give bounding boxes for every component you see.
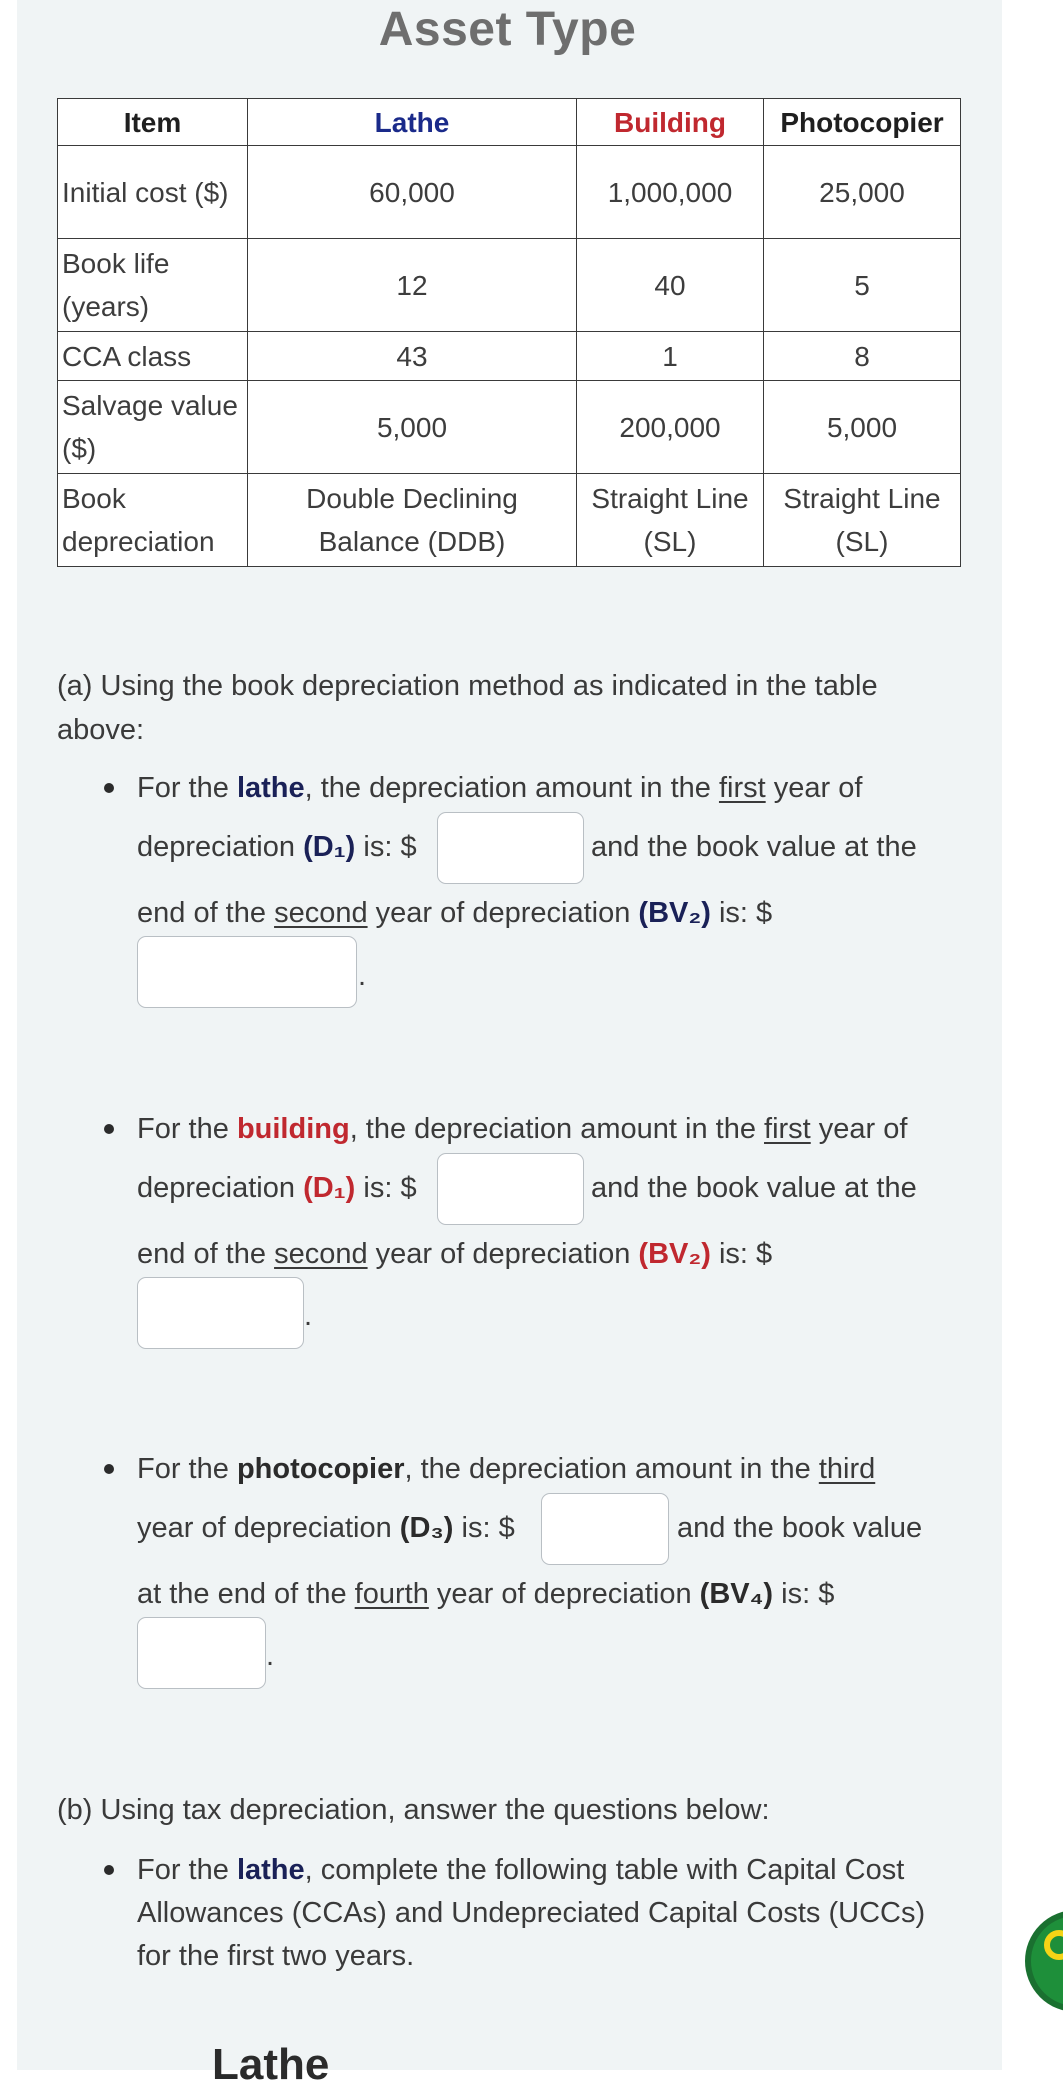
text: For the: [137, 1453, 237, 1485]
row-label: Book depreciation: [58, 474, 248, 567]
header-item: Item: [58, 99, 248, 146]
table-row: [58, 474, 961, 567]
photocopier-question-line-3: [137, 1574, 834, 1614]
cell-lathe: 60,000: [248, 146, 577, 239]
period: .: [304, 1300, 313, 1332]
building-question-line-2b: and the book value at the: [591, 1172, 917, 1204]
lathe-tax-line-3: for the first two years.: [137, 1940, 415, 1972]
row-label: Book life (years): [58, 239, 248, 332]
bullet-photocopier: [104, 1464, 114, 1474]
bullet-building: [104, 1124, 114, 1134]
text: , complete the following table with Capital Cost: [304, 1854, 905, 1886]
text: depreciation: [137, 831, 304, 863]
text: year of depreciation: [428, 1578, 700, 1610]
table-row: [58, 332, 961, 381]
text: is: $: [773, 1578, 835, 1610]
lathe-question-line-2a: [137, 827, 417, 867]
asset-name: lathe: [236, 1854, 305, 1886]
underlined-text: second: [274, 1238, 368, 1270]
d-label: (D₁): [303, 831, 356, 863]
bv-label: (BV₂): [638, 897, 711, 929]
underlined-text: fourth: [354, 1578, 429, 1610]
text: year of: [765, 772, 863, 804]
text: , the depreciation amount in the: [304, 772, 719, 804]
help-chat-button[interactable]: [1025, 1910, 1063, 2012]
table-header-row: [58, 99, 961, 146]
lathe-question-line-1: [137, 768, 862, 808]
part-a-intro: (a) Using the book depreciation method as indicated in the table above:: [57, 670, 878, 746]
text: is: $: [710, 897, 773, 929]
table-row: [58, 239, 961, 332]
photocopier-question-line-2b: and the book value: [677, 1512, 923, 1544]
cell-lathe: 12: [248, 239, 577, 332]
photocopier-d3-input[interactable]: [541, 1493, 669, 1565]
cell-building: 1,000,000: [577, 146, 764, 239]
text: is: $: [710, 1238, 773, 1270]
cell-photocopier: 8: [764, 332, 961, 381]
underlined-text: second: [274, 897, 368, 929]
text: , the depreciation amount in the: [349, 1113, 765, 1145]
text: is: $: [355, 1172, 417, 1204]
asset-name: building: [236, 1113, 350, 1145]
row-label: Initial cost ($): [58, 146, 248, 239]
cell-lathe: Double Declining Balance (DDB): [248, 474, 577, 567]
building-question-line-2a: [137, 1168, 417, 1208]
text: year of depreciation: [367, 1238, 639, 1270]
cell-building: 200,000: [577, 381, 764, 474]
building-bv2-input[interactable]: [137, 1277, 304, 1349]
period: .: [266, 1640, 275, 1672]
d-label: (D₃): [399, 1512, 454, 1544]
lathe-question-line-2b: and the book value at the: [591, 831, 917, 863]
text: For the: [137, 1854, 237, 1886]
part-b-intro: (b) Using tax depreciation, answer the questions below:: [57, 1794, 770, 1826]
lathe-d1-input[interactable]: [437, 812, 584, 884]
building-question-line-1: [137, 1109, 907, 1149]
cell-photocopier: Straight Line (SL): [764, 474, 961, 567]
table-row: [58, 146, 961, 239]
text: at the end of the: [137, 1578, 355, 1610]
underlined-text: third: [818, 1453, 876, 1485]
asset-name: photocopier: [236, 1453, 405, 1485]
row-label: CCA class: [58, 332, 248, 381]
text: end of the: [137, 1238, 275, 1270]
lathe-table-heading: Lathe: [212, 2040, 330, 2089]
cell-lathe: 5,000: [248, 381, 577, 474]
d-label: (D₁): [303, 1172, 356, 1204]
cell-photocopier: 5: [764, 239, 961, 332]
building-question-line-3: [137, 1234, 772, 1274]
text: end of the: [137, 897, 275, 929]
table-row: [58, 381, 961, 474]
text: , the depreciation amount in the: [404, 1453, 819, 1485]
bullet-lathe: [104, 783, 114, 793]
lathe-question-line-3: [137, 893, 772, 933]
bv-label: (BV₄): [699, 1578, 774, 1610]
text: year of depreciation: [367, 897, 639, 929]
text: is: $: [355, 831, 417, 863]
cell-photocopier: 5,000: [764, 381, 961, 474]
bv-label: (BV₂): [638, 1238, 711, 1270]
asset-name: lathe: [236, 772, 305, 804]
header-photocopier: Photocopier: [764, 99, 961, 146]
page-title: Asset Type: [378, 3, 637, 56]
photocopier-question-line-1: [137, 1449, 875, 1489]
lathe-tax-line-2: Allowances (CCAs) and Undepreciated Capital Costs (UCCs): [137, 1897, 926, 1929]
text: For the: [137, 772, 237, 804]
cell-building: Straight Line (SL): [577, 474, 764, 567]
bullet-lathe-tax: [104, 1865, 114, 1875]
cell-lathe: 43: [248, 332, 577, 381]
period: .: [358, 960, 367, 992]
text: depreciation: [137, 1172, 304, 1204]
underlined-text: first: [718, 772, 766, 804]
asset-table: [57, 98, 961, 567]
photocopier-question-line-2a: [137, 1508, 515, 1548]
cell-building: 40: [577, 239, 764, 332]
lathe-tax-line-1: [137, 1850, 904, 1890]
header-building: Building: [577, 99, 764, 146]
text: is: $: [453, 1512, 515, 1544]
cell-photocopier: 25,000: [764, 146, 961, 239]
lathe-bv2-input[interactable]: [137, 936, 357, 1008]
cell-building: 1: [577, 332, 764, 381]
header-lathe: Lathe: [248, 99, 577, 146]
text: year of: [810, 1113, 908, 1145]
row-label: Salvage value ($): [58, 381, 248, 474]
building-d1-input[interactable]: [437, 1153, 584, 1225]
underlined-text: first: [764, 1113, 811, 1145]
text: year of depreciation: [137, 1512, 400, 1544]
text: For the: [137, 1113, 237, 1145]
photocopier-bv4-input[interactable]: [137, 1617, 266, 1689]
